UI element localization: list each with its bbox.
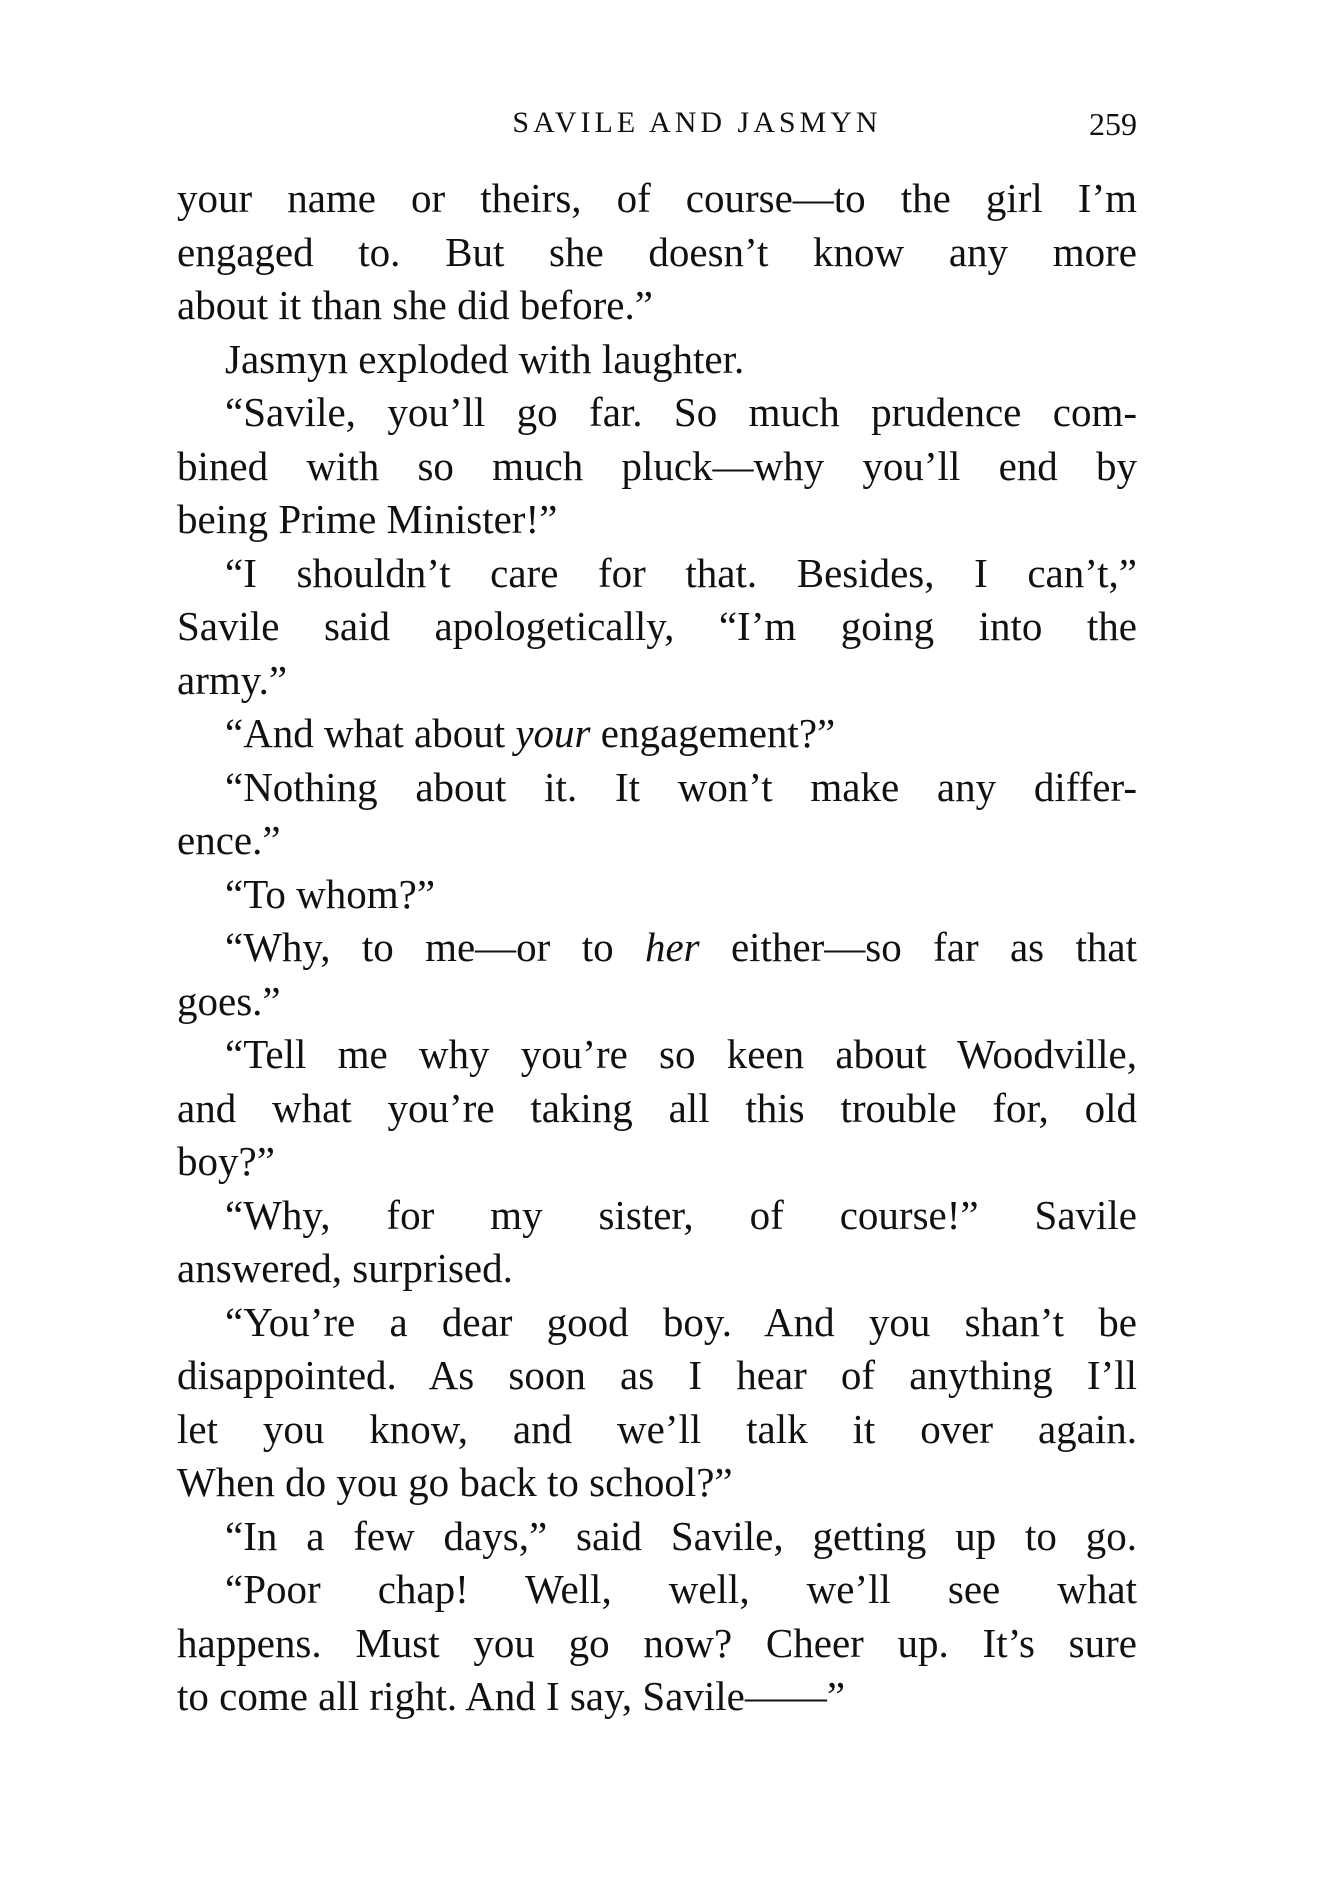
text-line: “And what about your engagement?” [225, 710, 836, 756]
text-line: “To whom?” [225, 870, 436, 917]
text-line: When do you go back to school?” [177, 1459, 733, 1505]
running-head [177, 100, 1137, 152]
text-line: being Prime Minister!” [177, 496, 558, 542]
text-line: and what you’re taking all this trouble for, old [177, 1084, 1137, 1131]
text-line: to come all right. And I say, Savile——” [177, 1673, 846, 1719]
text-line: “Poor chap! Well, well, we’ll see what [225, 1566, 1137, 1612]
page-number: 259 [1089, 106, 1137, 142]
text-line: “Savile, you’ll go far. So much prudence com- [225, 389, 1137, 435]
text-line: “Why, for my sister, of course!” Savile [225, 1191, 1137, 1238]
text-line: about it than she did before.” [177, 282, 653, 328]
text-line: your name or theirs, of course—to the girl I’m [177, 175, 1137, 221]
text-line: let you know, and we’ll talk it over again. [177, 1405, 1137, 1452]
text-line: Jasmyn exploded with laughter. [225, 335, 745, 382]
text-line: “I shouldn’t care for that. Besides, I can’t,” [225, 549, 1137, 596]
text-line: happens. Must you go now? Cheer up. It’s sure [177, 1619, 1137, 1666]
text-line: army.” [177, 656, 288, 703]
running-title: SAVILE AND JASMYN [512, 106, 882, 139]
text-line: Savile said apologetically, “I’m going into the [177, 603, 1137, 649]
text-line: “Tell me why you’re so keen about Woodville, [225, 1031, 1137, 1077]
text-line: bined with so much pluck—why you’ll end by [177, 442, 1137, 489]
book-page [177, 100, 1137, 1724]
text-line: disappointed. As soon as I hear of anything I’ll [177, 1352, 1137, 1398]
text-line: ence.” [177, 817, 281, 863]
text-line: “In a few days,” said Savile, getting up to go. [225, 1512, 1137, 1559]
text-line: answered, surprised. [177, 1245, 513, 1291]
text-line: “You’re a dear good boy. And you shan’t be [225, 1298, 1137, 1345]
text-line: engaged to. But she doesn’t know any more [177, 228, 1137, 275]
text-line: goes.” [177, 977, 281, 1024]
body-text [177, 172, 1137, 1724]
text-line: boy?” [177, 1138, 275, 1184]
text-line: “Why, to me—or to her either—so far as that [225, 924, 1137, 970]
text-line: “Nothing about it. It won’t make any differ- [225, 763, 1137, 810]
